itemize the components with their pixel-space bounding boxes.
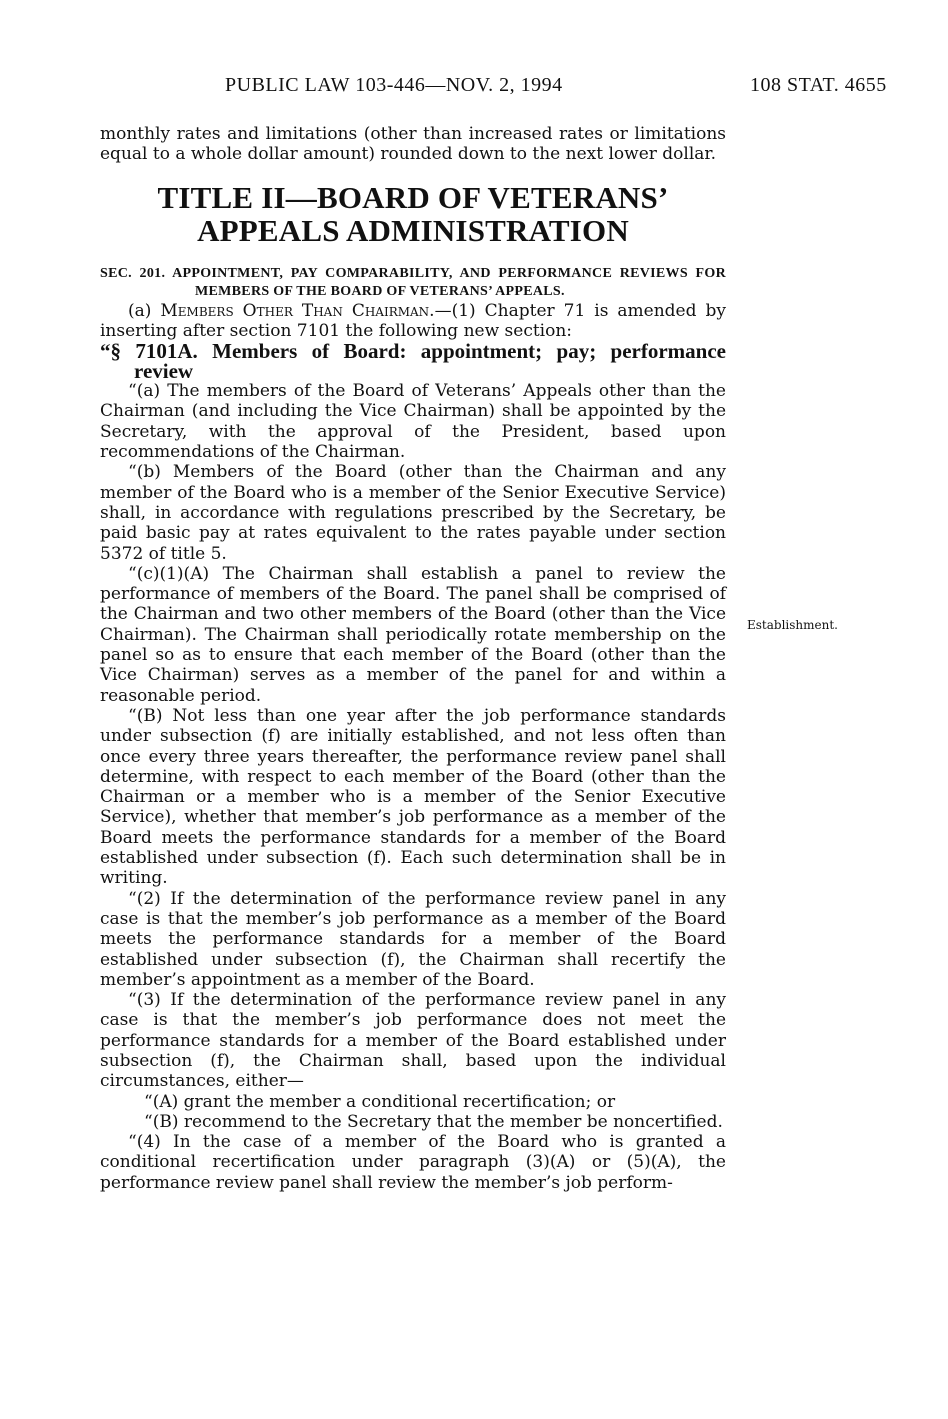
paragraph-c1A: “(c)(1)(A) The Chairman shall establish a panel to review the performance of members of the Board. The panel shall be comprised of the Chairman and two other members of the Board (other than the Vice Chairman). The Chairman shall periodically rotate membership on the panel so as to ensure that each member of the Board (other than the Vice Chairman) serves as a member of the panel for and within a reasonable period. bbox=[100, 563, 726, 706]
intro-paragraph: monthly rates and limitations (other than increased rates or limitations equal to a whole dollar amount) rounded down to the next lower dollar. bbox=[100, 124, 726, 165]
subsection-a-prefix: (a) bbox=[128, 300, 161, 321]
paragraph-c3: “(3) If the determination of the performance review panel in any case is that the member’s job performance does not meet the performance standards for a member of the Board established under subsection (f), the Chairman shall, based upon the individual circumstances, either— bbox=[100, 990, 726, 1092]
margin-note: Establishment. bbox=[747, 618, 838, 632]
paragraph-c3B: “(B) recommend to the Secretary that the member be noncertified. bbox=[144, 1111, 723, 1132]
subsection-a bbox=[100, 301, 726, 342]
subsection-a-text: —(1) Chapter 71 is amended by inserting after section 7101 the following new section: bbox=[100, 300, 726, 341]
running-header-title: PUBLIC LAW 103-446—NOV. 2, 1994 bbox=[225, 74, 563, 96]
document-body bbox=[100, 124, 726, 1193]
paragraph-c2: “(2) If the determination of the performance review panel in any case is that the member’s job performance as a member of the Board meets the performance standards for a member of the Board established under subsection (f), the Chairman shall recertify the member’s appointment as a member of the Board. bbox=[100, 888, 726, 990]
paragraph-b: “(b) Members of the Board (other than the Chairman and any member of the Board who is a member of the Senior Executive Service) shall, in accordance with regulations prescribed by the Secretary, be paid basic pay at rates equivalent to the rates payable under section 5372 of title 5. bbox=[100, 462, 726, 564]
paragraph-c3A: “(A) grant the member a conditional recertification; or bbox=[144, 1091, 616, 1112]
paragraph-a: “(a) The members of the Board of Veterans’ Appeals other than the Chairman (and including the Vice Chairman) shall be appointed by the Secretary, with the approval of the President, based upon recommendations of the Chairman. bbox=[100, 381, 726, 463]
section-heading: SEC. 201. APPOINTMENT, PAY COMPARABILITY, AND PERFORMANCE REVIEWS FOR MEMBERS OF THE BOARD OF VETERANS’ APPEALS. bbox=[100, 265, 726, 299]
title-line-2: APPEALS ADMINISTRATION bbox=[197, 212, 629, 248]
new-section-heading: “§ 7101A. Members of Board: appointment; pay; performance review bbox=[100, 339, 726, 384]
paragraph-c4: “(4) In the case of a member of the Board who is granted a conditional recertification under paragraph (3)(A) or (5)(A), the performance review panel shall review the member’s job perform- bbox=[100, 1132, 726, 1193]
subsection-a-caption: Members Other Than Chairman. bbox=[160, 300, 435, 321]
running-header-page-number: 108 STAT. 4655 bbox=[750, 74, 887, 96]
paragraph-c1B: “(B) Not less than one year after the job performance standards under subsection (f) are initially established, and not less often than once every three years thereafter, the performance review panel shall determine, with respect to each member of the Board (other than the Chairman or a member who is a member of the Senior Executive Service), whether that member’s job performance as a member of the Board meets the performance standards for a member of the Board established under subsection (f). Each such determination shall be in writing. bbox=[100, 705, 726, 889]
title-heading bbox=[100, 181, 726, 247]
title-line-1: TITLE II—BOARD OF VETERANS’ bbox=[157, 179, 669, 215]
